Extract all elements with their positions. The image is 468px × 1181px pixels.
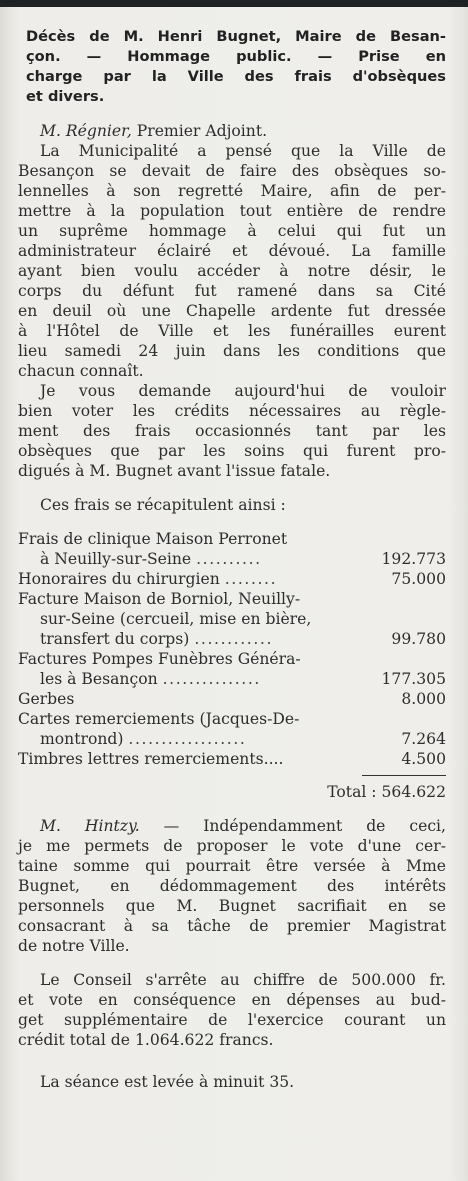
text-line: get supplémentaire de l'exercice courant un bbox=[18, 1011, 446, 1029]
leader-dots: .......... bbox=[196, 550, 262, 568]
leader-dots: ............... bbox=[162, 670, 261, 688]
expense-text: Facture Maison de Borniol, Neuilly- bbox=[18, 590, 301, 608]
paragraph-credits bbox=[18, 381, 446, 481]
speaker-name: M. Régnier, bbox=[40, 122, 132, 140]
text-line: à l'Hôtel de Ville et les funérailles eurent bbox=[18, 322, 446, 340]
text-line: un suprême hommage à celui qui fut un bbox=[18, 222, 446, 240]
recap-intro: Ces frais se récapitulent ainsi : bbox=[40, 496, 286, 514]
closing-line: La séance est levée à minuit 35. bbox=[40, 1073, 295, 1091]
text-line: taine somme qui pourrait être versée à Mme bbox=[18, 857, 446, 875]
expense-text: sur-Seine (cercueil, mise en bière, bbox=[40, 610, 312, 628]
expense-label bbox=[18, 589, 446, 609]
sum-rule bbox=[362, 775, 446, 776]
expense-text: Frais de clinique Maison Perronet bbox=[18, 530, 288, 548]
speaker-name: M. Hintzy. bbox=[40, 817, 140, 835]
text-line: lieu samedi 24 juin dans les conditions que bbox=[18, 342, 446, 360]
expense-label bbox=[18, 569, 446, 589]
text-line: obsèques que par les soins qui furent pro- bbox=[18, 442, 446, 460]
expense-label bbox=[18, 689, 446, 709]
text-line: Bugnet, en dédommagement des intérêts bbox=[18, 877, 446, 895]
title-line: charge par la Ville des frais d'obsèques bbox=[26, 68, 446, 85]
text-line: crédit total de 1.064.622 francs. bbox=[18, 1031, 274, 1049]
top-edge-bar bbox=[0, 0, 468, 7]
article-body bbox=[18, 121, 446, 1092]
text-line: ment des frais occasionnés tant par les bbox=[18, 422, 446, 440]
expense-row bbox=[18, 589, 446, 649]
expense-text: transfert du corps) bbox=[40, 630, 190, 648]
expense-total: Total : 564.622 bbox=[327, 783, 446, 801]
expense-label bbox=[18, 709, 446, 729]
hintzy-first-line bbox=[18, 816, 446, 836]
expense-label bbox=[18, 649, 446, 669]
expense-text: à Neuilly-sur-Seine bbox=[40, 550, 192, 568]
paragraph-municipalite bbox=[18, 141, 446, 381]
expense-row bbox=[18, 569, 446, 589]
expense-text: Gerbes bbox=[18, 690, 75, 708]
expense-label-continued bbox=[18, 729, 446, 749]
expense-row bbox=[18, 749, 446, 769]
expense-text: Factures Pompes Funèbres Généra- bbox=[18, 650, 301, 668]
text-line: lennelles à son regretté Maire, afin de per- bbox=[18, 182, 446, 200]
expense-amount: 4.500 bbox=[401, 750, 446, 768]
expense-table bbox=[18, 529, 446, 769]
expense-row bbox=[18, 649, 446, 689]
expense-text: les à Besançon bbox=[40, 670, 158, 688]
text-line: de notre Ville. bbox=[18, 937, 130, 955]
title-line: Décès de M. Henri Bugnet, Maire de Besan- bbox=[26, 28, 446, 45]
text-line: corps du défunt fut ramené dans sa Cité bbox=[18, 282, 446, 300]
leader-dots: ............ bbox=[194, 630, 274, 648]
expense-amount: 99.780 bbox=[391, 630, 446, 648]
leader-dots: ........ bbox=[224, 570, 278, 588]
expense-amount: 177.305 bbox=[381, 670, 446, 688]
expense-amount: 7.264 bbox=[401, 730, 446, 748]
text-line: ayant bien voulu accéder à notre désir, le bbox=[18, 262, 446, 280]
text-line: Je vous demande aujourd'hui de vouloir bbox=[40, 382, 446, 400]
expense-text: Timbres lettres remerciements.... bbox=[18, 750, 284, 768]
speaker-line bbox=[18, 121, 446, 141]
text-line: chacun connaît. bbox=[18, 362, 144, 380]
article-title bbox=[26, 27, 446, 107]
newspaper-page bbox=[0, 7, 468, 1181]
text-line: mettre à la population tout entière de rendre bbox=[18, 202, 446, 220]
title-line: et divers. bbox=[26, 88, 105, 105]
text-line: et vote en conséquence en dépenses au bud- bbox=[18, 991, 446, 1009]
title-line: çon. — Hommage public. — Prise en bbox=[26, 48, 446, 65]
text-line: digués à M. Bugnet avant l'issue fatale. bbox=[18, 462, 331, 480]
expense-text: Cartes remerciements (Jacques-De- bbox=[18, 710, 300, 728]
expense-amount: 8.000 bbox=[401, 690, 446, 708]
expense-label bbox=[18, 749, 446, 769]
text-line: en deuil où une Chapelle ardente fut dressée bbox=[18, 302, 446, 320]
hintzy-text: — Indépendamment de ceci, bbox=[139, 817, 447, 835]
paragraph-conseil bbox=[18, 970, 446, 1050]
text-line: La Municipalité a pensé que la Ville de bbox=[40, 142, 446, 160]
expense-row bbox=[18, 709, 446, 749]
expense-row bbox=[18, 529, 446, 569]
expense-label bbox=[18, 529, 446, 549]
text-line: administrateur éclairé et dévoué. La famille bbox=[18, 242, 446, 260]
paragraph-hintzy bbox=[18, 816, 446, 956]
expense-label-continued bbox=[18, 609, 446, 629]
expense-text: montrond) bbox=[40, 730, 124, 748]
text-line: Besançon se devait de faire des obsèques so- bbox=[18, 162, 446, 180]
expense-text: Honoraires du chirurgien bbox=[18, 570, 220, 588]
leader-dots: .................. bbox=[128, 730, 247, 748]
expense-amount: 75.000 bbox=[391, 570, 446, 588]
text-line: consacrant à sa tâche de premier Magistrat bbox=[18, 917, 446, 935]
expense-label-continued bbox=[18, 629, 446, 649]
speaker-role: Premier Adjoint. bbox=[131, 122, 268, 140]
text-line: Le Conseil s'arrête au chiffre de 500.000 fr. bbox=[40, 971, 446, 989]
expense-row bbox=[18, 689, 446, 709]
text-line: je me permets de proposer le vote d'une cer- bbox=[18, 837, 446, 855]
text-line: personnels que M. Bugnet sacrifiait en se bbox=[18, 897, 446, 915]
expense-amount: 192.773 bbox=[381, 550, 446, 568]
article-column bbox=[18, 27, 446, 1092]
text-line: bien voter les crédits nécessaires au règle- bbox=[18, 402, 446, 420]
